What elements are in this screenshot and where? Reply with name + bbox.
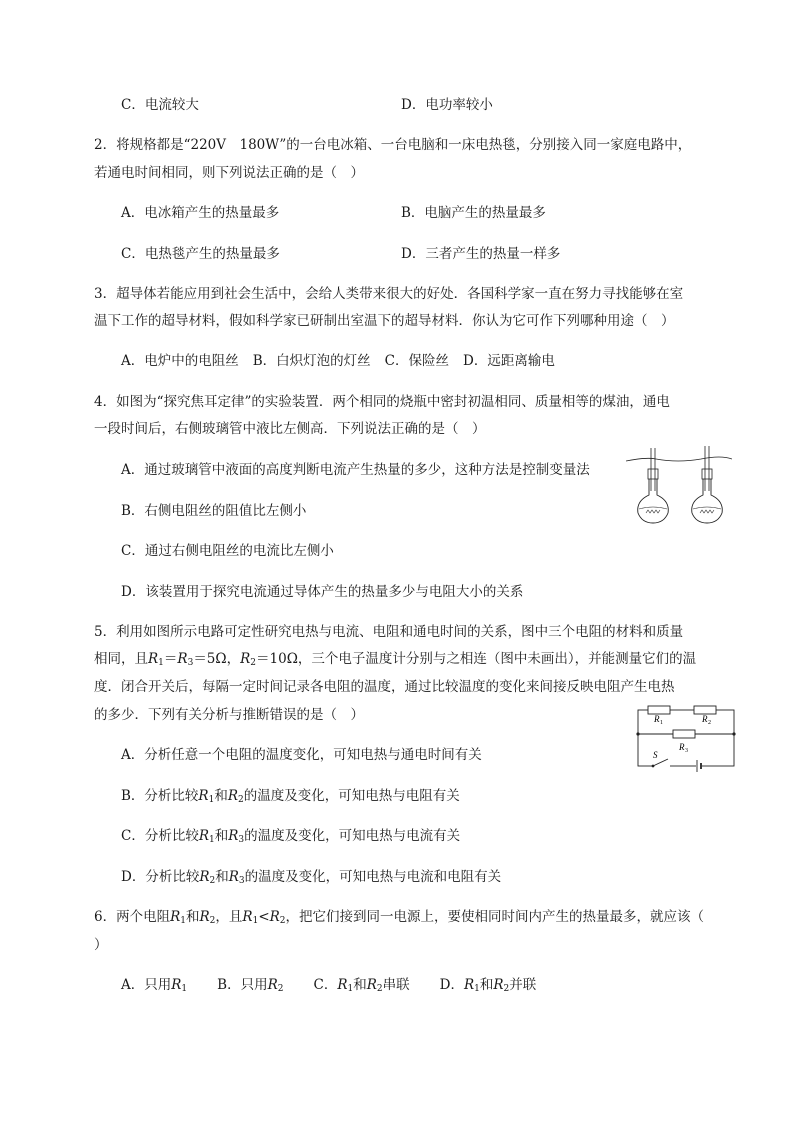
svg-text:S: S [653,750,658,760]
q4-option-c: C．通过右侧电阻丝的电流比左侧小 [121,543,334,559]
q6-option-a: A．只用$R_1$ [121,977,188,994]
q3-option-c: C．保险丝 [384,353,450,369]
svg-text:R: R [679,742,685,752]
q5-option-c: C．分析比较$R_1$和$R_3$的温度及变化，可知电热与电流有关 [121,828,461,845]
q3-option-b: B．白炽灯泡的灯丝 [252,353,371,369]
q6-stem-line2: ） [94,937,108,953]
q3-option-d: D．远距离输电 [463,353,555,369]
q5-option-a: A．分析任意一个电阻的温度变化，可知电热与通电时间有关 [121,747,482,763]
q2-stem-line1: 2．将规格都是“220V 180W”的一台电冰箱、一台电脑和一床电热毯，分别接入同一家庭电路中， [94,137,692,153]
q3-option-a: A．电炉中的电阻丝 [121,353,239,369]
svg-text:3: 3 [685,748,688,754]
q4-option-a: A．通过玻璃管中液面的高度判断电流产生热量的多少，这种方法是控制变量法 [121,462,590,478]
q2-stem-line2: 若通电时间相同，则下列说法正确的是（ ） [94,165,364,181]
q6-option-d: D．$R_1$和$R_2$并联 [439,977,537,994]
svg-text:2: 2 [708,720,711,726]
r2-resistor [694,706,716,714]
q6-option-c: C．$R_1$和$R_2$串联 [313,977,410,994]
q5-stem-line4: 的多少．下列有关分析与推断错误的是（ ） [94,707,364,723]
q5-stem-line2: 相同，且$R_1=R_3=5\Omega$，$R_2=10\Omega$，三个电子温度计分别与之相连（图中未画出），并能测量它们的温 [94,651,697,668]
q2-option-c: C．电热毯产生的热量最多 [121,246,280,262]
q5-circuit-figure [634,704,738,774]
svg-text:R: R [654,714,660,724]
svg-text:1: 1 [660,720,663,726]
q5-option-d: D．分析比较$R_2$和$R_3$的温度及变化，可知电热与电流和电阻有关 [121,869,502,886]
q6-options [121,976,536,998]
q4-option-d: D．该装置用于探究电流通过导体产生的热量多少与电阻大小的关系 [121,584,524,600]
q6-stem-line1: 6．两个电阻$R_1$和$R_2$，且$R_1<R_2$，把它们接到同一电源上，要使相同时间内产生的热量最多，就应该（ [94,909,705,926]
q6-option-b: B．只用$R_2$ [217,977,284,994]
q2-option-b: B．电脑产生的热量最多 [401,205,546,221]
q2-option-a: A．电冰箱产生的热量最多 [121,205,280,221]
q2-option-d: D．三者产生的热量一样多 [401,246,561,262]
q5-stem-line1: 5．利用如图所示电路可定性研究电热与电流、电阻和通电时间的关系，图中三个电阻的材料和质量 [94,624,684,640]
q5-stem-line3: 度．闭合开关后，每隔一定时间记录各电阻的温度，通过比较温度的变化来间接反映电阻产生电热 [94,679,675,695]
left-flask-icon [638,448,669,523]
q1-option-d: D．电功率较小 [401,97,493,113]
q4-option-b: B．右侧电阻丝的阻值比左侧小 [121,503,307,519]
q5-option-b: B．分析比较$R_1$和$R_2$的温度及变化，可知电热与电阻有关 [121,788,460,805]
q3-stem-line1: 3．超导体若能应用到社会生活中，会给人类带来很大的好处．各国科学家一直在努力寻找能够在室 [94,286,684,302]
q3-options [121,352,555,370]
q3-stem-line2: 温下工作的超导材料，假如科学家已研制出室温下的超导材料．你认为它可作下列哪种用途（ ） [94,313,675,329]
q4-stem-line2: 一段时间后，右侧玻璃管中液比左侧高．下列说法正确的是（ ） [94,421,486,437]
svg-text:R: R [702,714,708,724]
q4-stem-line1: 4．如图为“探究焦耳定律”的实验装置．两个相同的烧瓶中密封初温相同、质量相等的煤油，通电 [94,394,670,410]
r1-resistor [648,706,670,714]
q1-option-c: C．电流较大 [121,97,199,113]
q4-flasks-figure [626,443,732,529]
r3-resistor [673,730,695,738]
